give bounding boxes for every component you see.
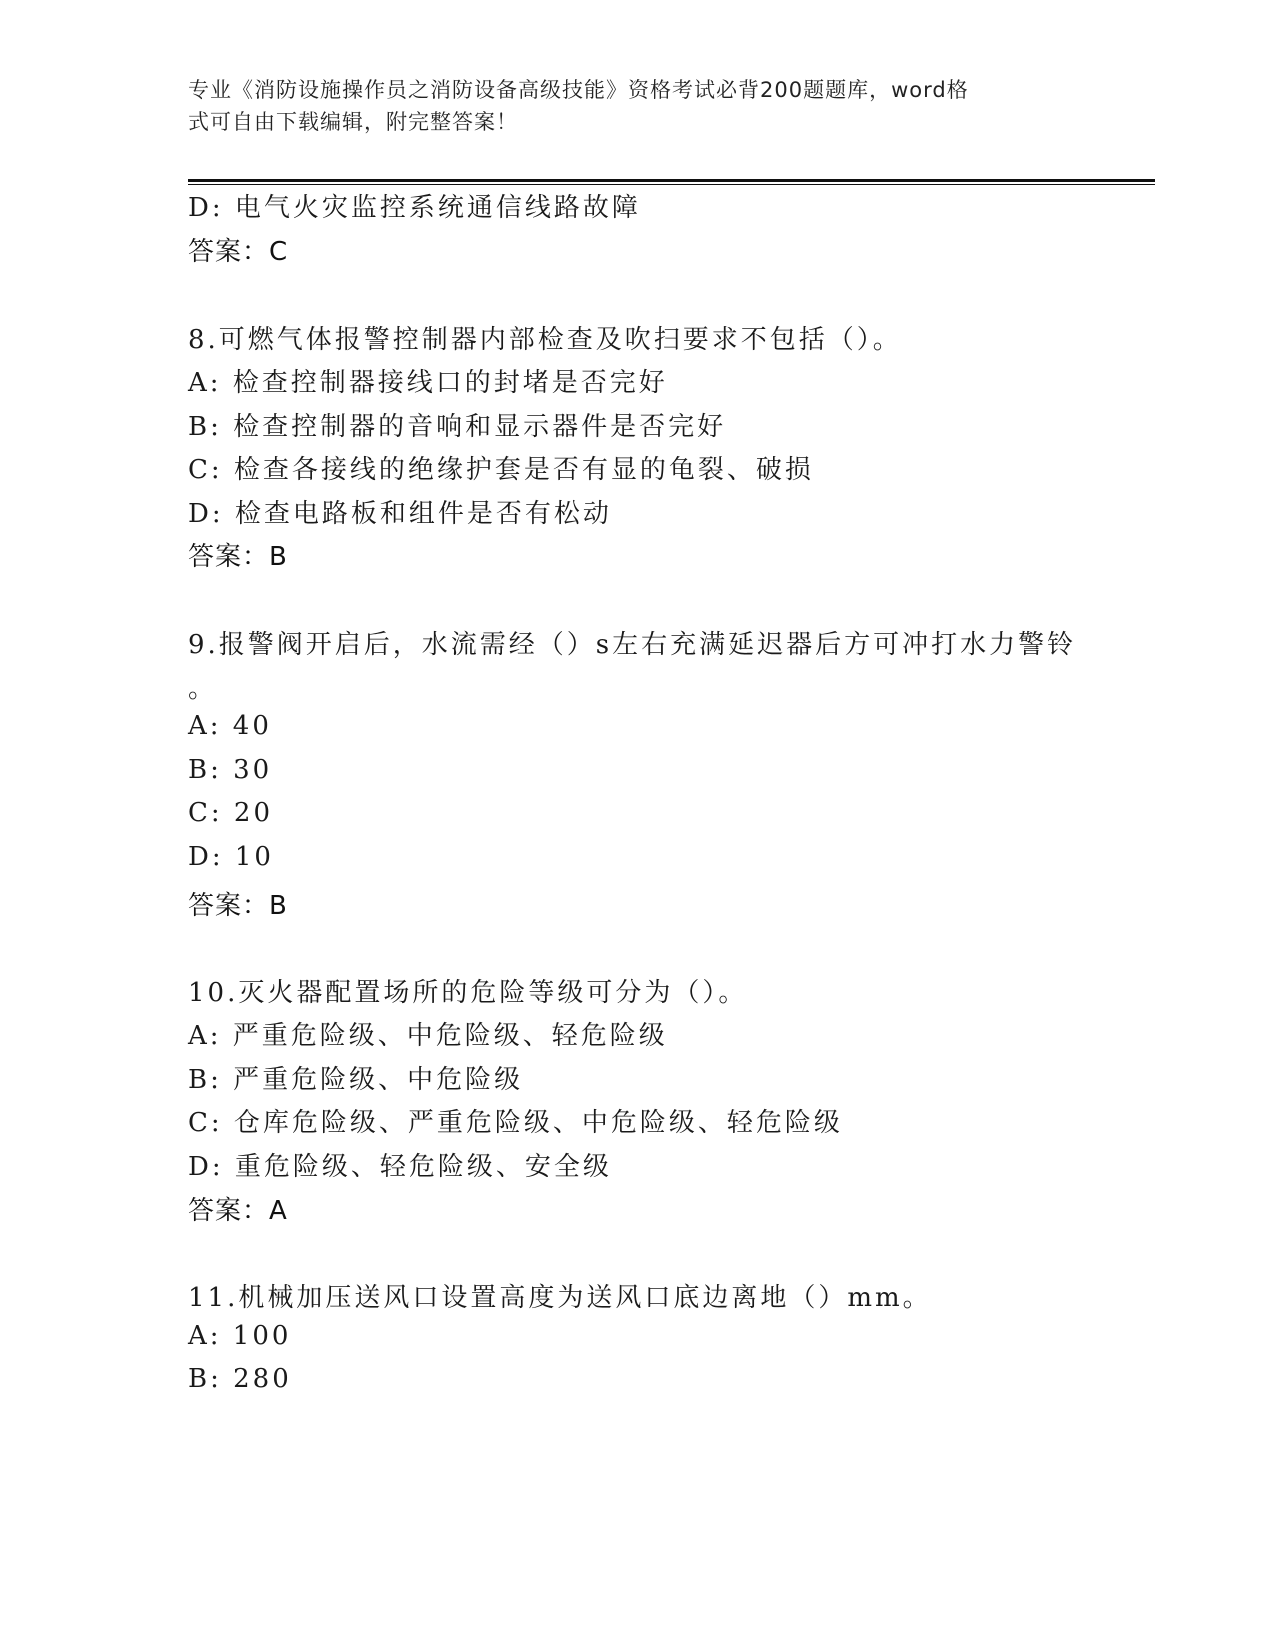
- q9-option-a: A: 40: [188, 711, 272, 741]
- q9-option-c: C: 20: [188, 798, 274, 828]
- q10-option-a: A: 严重危险级、中危险级、轻危险级: [188, 1021, 668, 1051]
- q9-stem-line-2: 。: [188, 674, 218, 704]
- q8-option-a: A: 检查控制器接线口的封堵是否完好: [188, 368, 668, 398]
- q8-stem: 8.可燃气体报警控制器内部检查及吹扫要求不包括（）。: [188, 325, 902, 355]
- q8-option-d: D: 检查电路板和组件是否有松动: [188, 499, 612, 529]
- q11-stem: 11.机械加压送风口设置高度为送风口底边离地（）mm。: [188, 1283, 932, 1313]
- q11-option-b: B: 280: [188, 1364, 292, 1394]
- q9-option-d: D: 10: [188, 842, 274, 872]
- q9-stem-line-1: 9.报警阀开启后，水流需经（）s左右充满延迟器后方可冲打水力警铃: [188, 630, 1077, 660]
- q10-stem: 10.灭火器配置场所的危险等级可分为（）。: [188, 978, 748, 1008]
- q11-option-a: A: 100: [188, 1321, 292, 1351]
- q7-answer: 答案：C: [188, 237, 289, 267]
- q10-answer: 答案：A: [188, 1196, 288, 1226]
- q10-option-c: C: 仓库危险级、严重危险级、中危险级、轻危险级: [188, 1108, 843, 1138]
- q9-option-b: B: 30: [188, 755, 273, 785]
- q10-option-b: B: 严重危险级、中危险级: [188, 1065, 524, 1095]
- q10-option-d: D: 重危险级、轻危险级、安全级: [188, 1152, 612, 1182]
- q8-option-c: C: 检查各接线的绝缘护套是否有显的龟裂、破损: [188, 455, 814, 485]
- header-divider-thin: [188, 184, 1155, 185]
- header-line-2: 式可自由下载编辑，附完整答案！: [188, 110, 518, 134]
- q8-option-b: B: 检查控制器的音响和显示器件是否完好: [188, 412, 727, 442]
- q7-option-d: D: 电气火灾监控系统通信线路故障: [188, 193, 641, 223]
- header-divider-thick: [188, 179, 1155, 182]
- q9-answer: 答案：B: [188, 891, 288, 921]
- document-header: [188, 74, 1088, 138]
- header-line-1: 专业《消防设施操作员之消防设备高级技能》资格考试必背200题题库，word格: [188, 78, 969, 102]
- q8-answer: 答案：B: [188, 542, 288, 572]
